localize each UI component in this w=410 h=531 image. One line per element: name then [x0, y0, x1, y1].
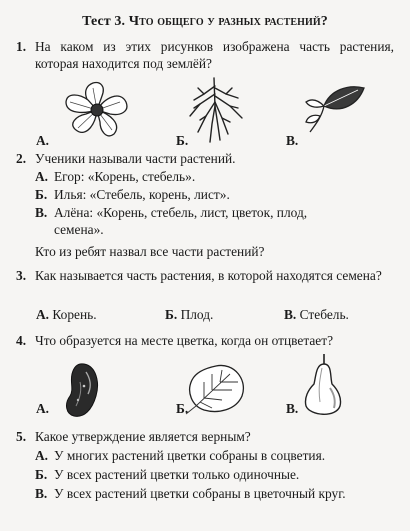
question-number: 1.	[16, 39, 27, 54]
question-text: Какое утверждение является верным?	[35, 429, 251, 444]
question-4	[16, 332, 394, 349]
q1-option-a[interactable]: А.	[36, 133, 50, 148]
question-1	[16, 38, 394, 72]
pear-icon	[300, 352, 346, 420]
test-title	[0, 14, 410, 30]
q4-option-c[interactable]: В.	[286, 401, 299, 416]
question-number: 2.	[16, 151, 27, 166]
q2-option-c[interactable]: В. Алёна: «Корень, стебель, лист, цветок, плод,	[35, 205, 308, 220]
q3-option-c[interactable]: В. Стебель.	[284, 307, 349, 322]
question-number: 3.	[16, 268, 27, 283]
leaf-icon	[182, 360, 248, 416]
q5-option-a[interactable]: А. У многих растений цветки собраны в соцветия.	[35, 448, 326, 463]
question-number: 4.	[16, 333, 27, 348]
root-icon	[186, 76, 246, 146]
q2-option-b[interactable]: Б. Илья: «Стебель, корень, лист».	[35, 187, 230, 202]
test-title-text: Что общего у разных растений?	[128, 14, 328, 29]
q5-option-b[interactable]: Б. У всех растений цветки только одиночные.	[35, 467, 300, 482]
question-number: 5.	[16, 429, 27, 444]
question-text: Как называется часть растения, в которой находятся семена?	[35, 268, 382, 283]
q1-option-c[interactable]: В.	[286, 133, 299, 148]
leaf-branch-icon	[296, 82, 366, 134]
question-2	[16, 150, 394, 167]
question-text: Ученики называли части растений.	[35, 151, 236, 166]
flower-icon	[60, 80, 134, 140]
q3-option-b[interactable]: Б. Плод.	[165, 307, 214, 322]
question-3	[16, 267, 394, 284]
question-text: Что образуется на месте цветка, когда он отцветает?	[35, 333, 334, 348]
q3-option-a[interactable]: А. Корень.	[36, 307, 97, 322]
seed-icon	[62, 362, 102, 420]
q4-option-a[interactable]: А.	[36, 401, 50, 416]
q4-option-b[interactable]: Б.	[176, 401, 189, 416]
q1-option-b[interactable]: Б.	[176, 133, 189, 148]
question-5	[16, 428, 394, 445]
q2-option-c-continuation: семена».	[54, 222, 104, 237]
question-text: На каком из этих рисунков изображена часть растения, которая находится под землёй?	[35, 39, 394, 71]
q2-question: Кто из ребят назвал все части растений?	[35, 244, 265, 259]
q5-option-c[interactable]: В. У всех растений цветки собраны в цветочный круг.	[35, 486, 346, 501]
test-number: Тест 3.	[82, 14, 126, 29]
q2-option-a[interactable]: А. Егор: «Корень, стебель».	[35, 169, 196, 184]
